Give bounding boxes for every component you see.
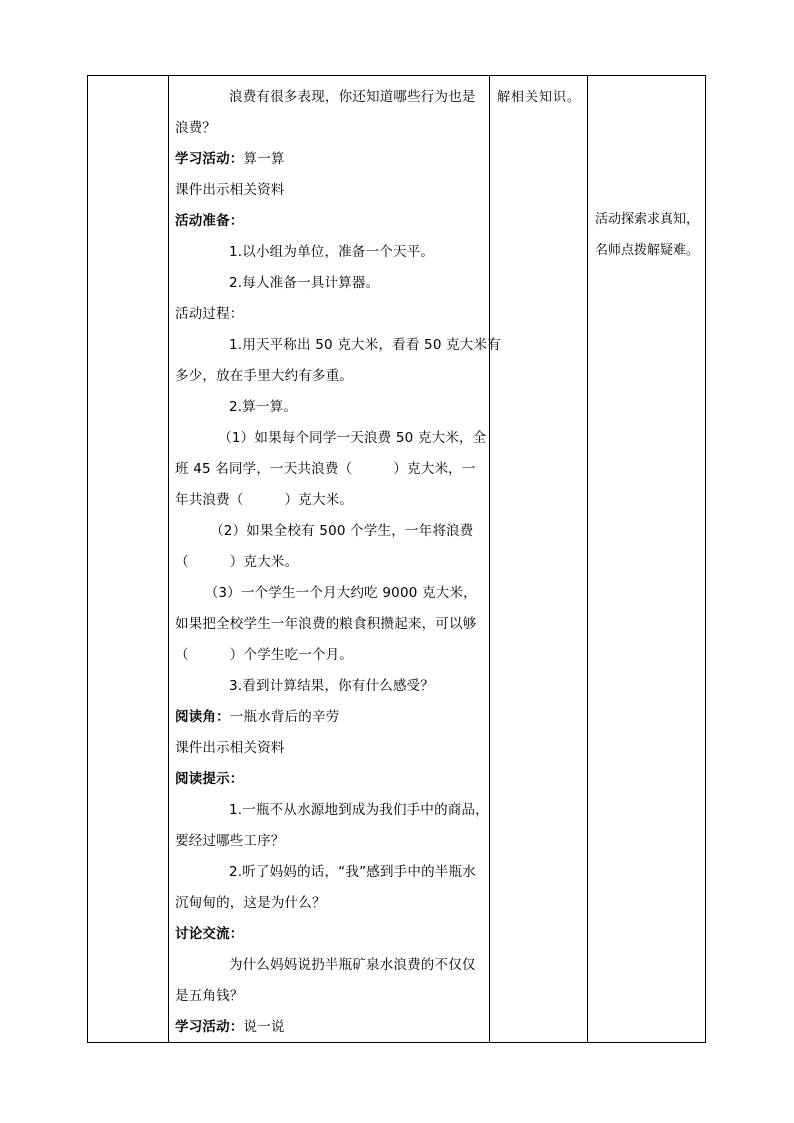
text-line <box>175 175 483 206</box>
text-line <box>175 826 483 857</box>
text-line <box>175 640 483 671</box>
line-text: 一瓶水背后的辛劳 <box>229 709 340 725</box>
heading-label: 学习活动： <box>175 1019 244 1035</box>
text-line <box>175 237 483 268</box>
line-text: 3.看到计算结果，你有什么感受？ <box>229 678 435 694</box>
line-text: 浪费有很多表现，你还知道哪些行为也是 <box>229 89 476 105</box>
heading-label: 活动准备： <box>175 213 244 229</box>
text-line <box>175 330 501 361</box>
line-text: 课件出示相关资料 <box>175 740 285 756</box>
text-line <box>175 454 483 485</box>
teaching-process-column <box>169 76 501 1042</box>
heading-label: 阅读角： <box>175 709 230 725</box>
text-line <box>175 485 483 516</box>
line-text: （ ）克大米。 <box>175 554 299 570</box>
line-text: 2.听了妈妈的话，“我”感到手中的半瓶水 <box>229 864 476 880</box>
line-text: 1.以小组为单位，准备一个天平。 <box>229 244 435 260</box>
line-text: 2.算一算。 <box>229 399 298 415</box>
text-line <box>175 733 483 764</box>
line-text: 如果把全校学生一年浪费的粮食积攒起来，可以够 <box>175 616 477 632</box>
design-intent-note: 解相关知识。 <box>497 90 582 105</box>
teacher-note-line-2: 名师点拨解疑难。 <box>595 243 700 258</box>
heading-label: 讨论交流： <box>175 926 244 942</box>
heading-label: 学习活动： <box>175 151 244 167</box>
text-line <box>175 671 483 702</box>
line-text: （3）一个学生一个月大约吃 9000 克大米， <box>204 585 477 601</box>
line-text: 年共浪费（ ）克大米。 <box>175 492 354 508</box>
line-text: 说一说 <box>243 1019 285 1035</box>
text-line <box>175 609 483 640</box>
column-divider <box>587 76 588 1042</box>
line-text: 沉甸甸的，这是为什么？ <box>175 895 326 911</box>
section-heading <box>175 206 483 237</box>
text-line <box>175 547 483 578</box>
teacher-note-line-1: 活动探索求真知， <box>595 212 700 227</box>
line-text: 浪费？ <box>175 120 217 136</box>
line-text: 课件出示相关资料 <box>175 182 285 198</box>
line-text: （1）如果每个同学一天浪费 50 克大米，全 <box>218 430 487 446</box>
line-text: 班 45 名同学，一天共浪费（ ）克大米，一 <box>175 461 476 477</box>
text-line <box>175 578 483 609</box>
section-heading <box>175 702 483 733</box>
line-text: 多少，放在手里大约有多重。 <box>175 368 354 384</box>
text-line <box>175 888 483 919</box>
section-heading <box>175 764 483 795</box>
line-text: 2.每人准备一具计算器。 <box>229 275 380 291</box>
line-text: （2）如果全校有 500 个学生，一年将浪费 <box>210 523 474 539</box>
text-line <box>175 950 483 981</box>
line-text: 1.用天平称出 50 克大米，看看 50 克大米有 <box>229 337 501 353</box>
text-line <box>175 268 483 299</box>
line-text: 要经过哪些工序？ <box>175 833 285 849</box>
text-line <box>175 981 483 1012</box>
text-line <box>175 82 483 113</box>
section-heading <box>175 1012 483 1043</box>
heading-label: 阅读提示： <box>175 771 244 787</box>
line-text: 1.一瓶不从水源地到成为我们手中的商品， <box>229 802 489 818</box>
section-heading <box>175 919 483 950</box>
text-line <box>175 113 483 144</box>
line-text: 活动过程： <box>175 306 244 322</box>
text-line <box>175 361 483 392</box>
text-line <box>175 795 489 826</box>
lesson-plan-table <box>87 75 706 1043</box>
text-line <box>175 299 483 330</box>
line-text: 为什么妈妈说扔半瓶矿泉水浪费的不仅仅 <box>229 957 476 973</box>
text-line <box>175 857 483 888</box>
text-line <box>175 516 483 547</box>
section-heading <box>175 144 483 175</box>
text-line <box>175 392 483 423</box>
text-line <box>175 423 487 454</box>
line-text: 是五角钱？ <box>175 988 244 1004</box>
column-divider <box>489 76 490 1042</box>
line-text: 算一算 <box>243 151 285 167</box>
line-text: （ ）个学生吃一个月。 <box>175 647 354 663</box>
